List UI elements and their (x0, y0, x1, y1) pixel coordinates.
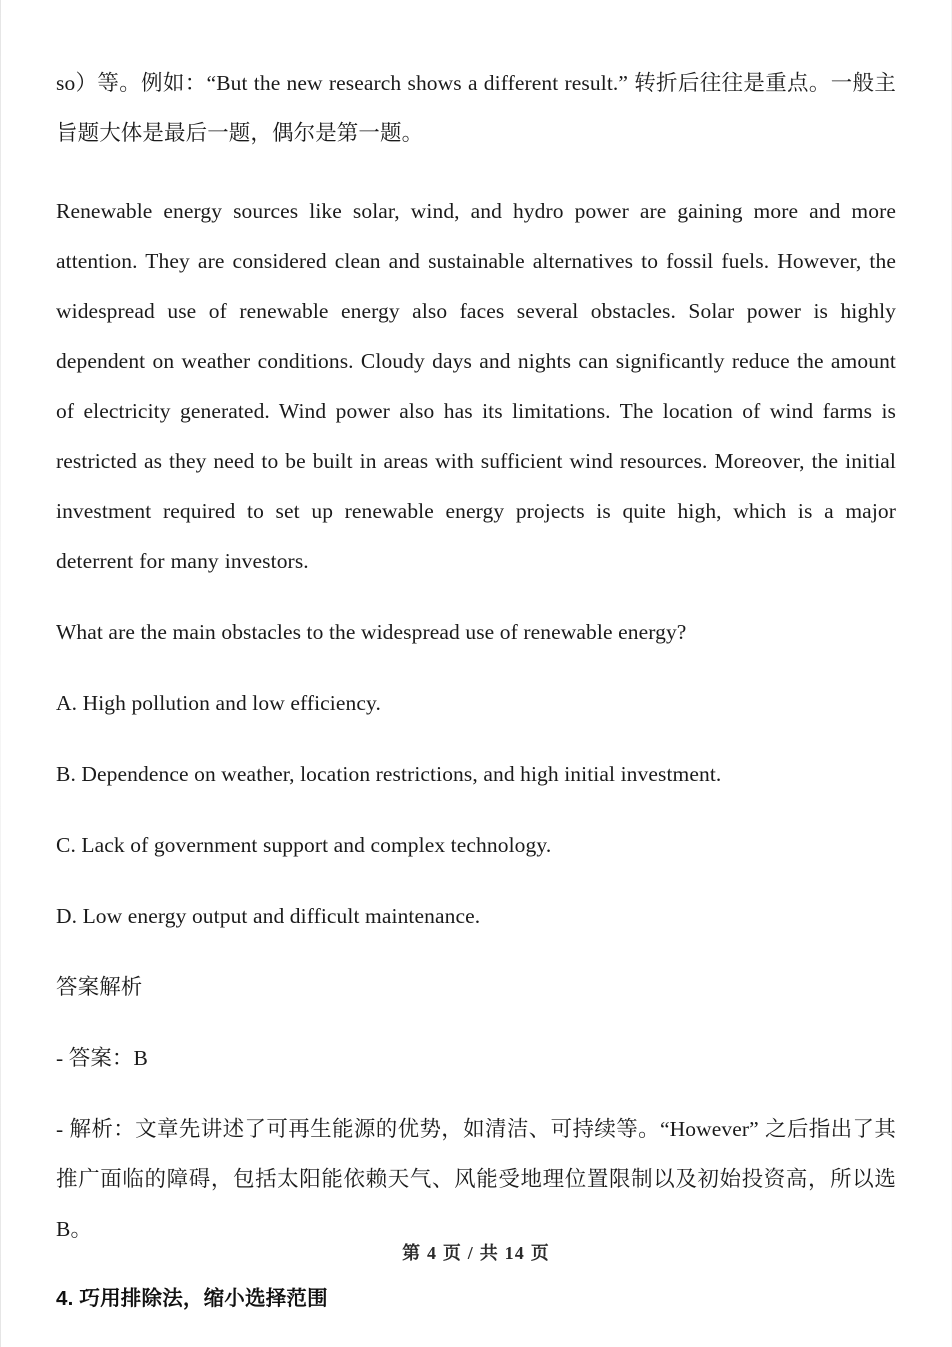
option-d: D. Low energy output and difficult maintenance. (56, 904, 481, 928)
spacer (56, 810, 896, 820)
spacer (56, 1094, 896, 1104)
option-b: B. Dependence on weather, location restrictions, and high initial investment. (56, 762, 722, 786)
spacer (56, 1023, 896, 1033)
option-c: C. Lack of government support and complex technology. (56, 833, 552, 857)
page-content (56, 58, 896, 1316)
spacer (56, 668, 896, 678)
spacer (56, 952, 896, 962)
page-footer: 第 4 页 / 共 14 页 (402, 1243, 550, 1263)
spacer (56, 881, 896, 891)
next-section-heading: 4. 巧用排除法，缩小选择范围 (56, 1287, 328, 1310)
spacer (56, 739, 896, 749)
reading-passage: Renewable energy sources like solar, wind, and hydro power are gaining more and more attention. They are considered clean and sustainable alternatives to fossil fuels. However, the widespread use of renewable energy also faces several obstacles. Solar power is highly dependent on weather conditions. Cloudy days and nights can significantly reduce the amount of electricity generated. Wind power also has its limitations. The location of wind farms is restricted as they need to be built in areas with sufficient wind resources. Moreover, the initial investment required to set up renewable energy projects is quite high, which is a major deterrent for many investors. (56, 199, 896, 573)
answer-explanation: - 解析：文章先讲述了可再生能源的优势，如清洁、可持续等。“However” 之后指出了其推广面临的障碍，包括太阳能依赖天气、风能受地理位置限制以及初始投资高，所以选 B。 (56, 1117, 896, 1241)
option-a: A. High pollution and low efficiency. (56, 691, 381, 715)
continued-paragraph: so）等。例如：“But the new research shows a different result.” 转折后往往是重点。一般主旨题大体是最后一题，偶尔是第一题。 (56, 71, 896, 145)
answer-line: - 答案：B (56, 1046, 148, 1070)
spacer (56, 1265, 896, 1282)
comprehension-question: What are the main obstacles to the widespread use of renewable energy? (56, 620, 687, 644)
spacer (56, 169, 896, 186)
spacer (56, 597, 896, 607)
analysis-heading: 答案解析 (56, 975, 143, 999)
